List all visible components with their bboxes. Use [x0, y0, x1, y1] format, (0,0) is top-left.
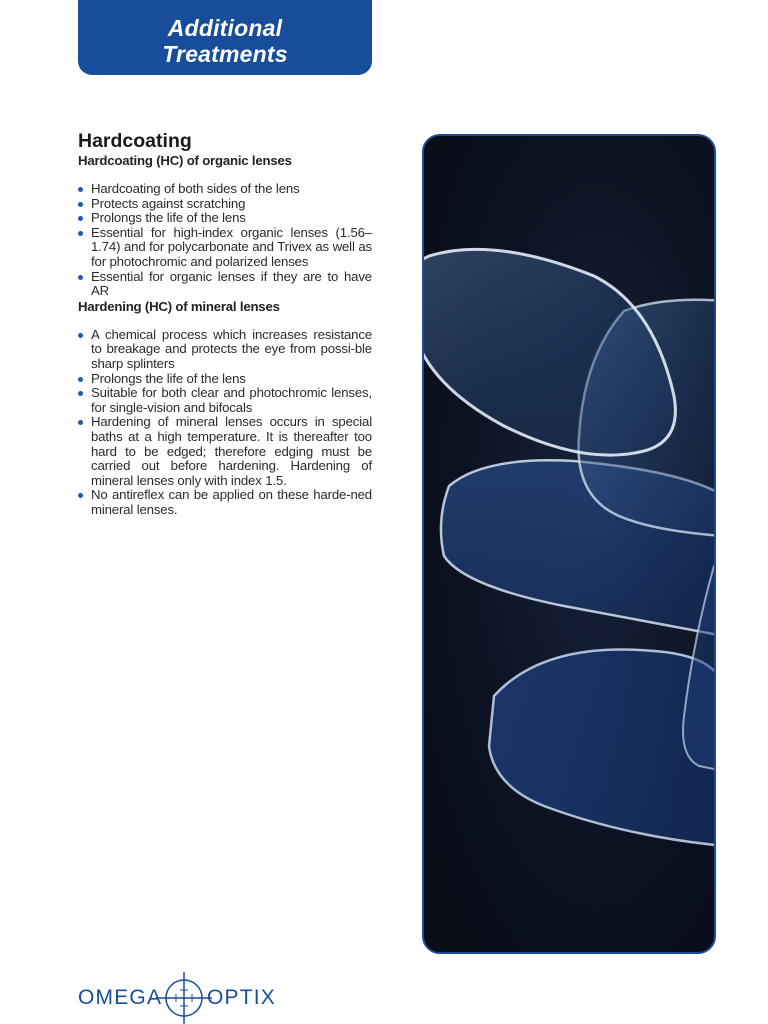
- list-item: [78, 182, 372, 197]
- list-item-text: Hardening of mineral lenses occurs in special baths at a high temperature. It is thereafter too hard to be edged; therefore edging must be carried out before hardening. Hardening of mineral lenses only with index 1.5.: [91, 414, 372, 488]
- list-item: [78, 488, 372, 517]
- list-item: [78, 415, 372, 488]
- lens-bottom: [489, 649, 716, 846]
- header-line-2: Treatments: [162, 41, 288, 67]
- mineral-bullet-list: [78, 328, 372, 518]
- lens-stack-photo: [422, 134, 716, 954]
- bullet-icon: [78, 202, 83, 207]
- list-item-text: Hardcoating of both sides of the lens: [91, 181, 300, 196]
- list-item: [78, 226, 372, 270]
- header-line-1: Additional: [167, 15, 283, 41]
- page-title: Hardcoating: [78, 130, 192, 152]
- logo-text-right: OPTIX: [207, 986, 277, 1009]
- bullet-icon: [78, 391, 83, 396]
- list-item-text: Essential for high-index organic lenses (1.56–1.74) and for polycarbonate and Trivex as well as for photochromic and polarized lenses: [91, 224, 372, 269]
- company-logo: [78, 968, 290, 1024]
- list-item-text: Prolongs the life of the lens: [91, 370, 246, 386]
- bullet-icon: [78, 275, 83, 280]
- list-item-text: Suitable for both clear and photochromic lenses, for single-vision and bifocals: [91, 385, 372, 415]
- bullet-icon: [78, 333, 83, 338]
- bullet-icon: [78, 493, 83, 498]
- list-item-text: Protects against scratching: [91, 195, 246, 211]
- list-item-text: No antireflex can be applied on these harde-ned mineral lenses.: [91, 487, 372, 517]
- crosshair-icon: [156, 968, 212, 1024]
- section-header-tab: [78, 0, 372, 75]
- list-item: [78, 328, 372, 372]
- list-item: [78, 270, 372, 299]
- bullet-icon: [78, 216, 83, 221]
- bullet-icon: [78, 187, 83, 192]
- organic-bullet-list: [78, 182, 372, 299]
- list-item: [78, 211, 372, 226]
- list-item: [78, 197, 372, 212]
- bullet-icon: [78, 231, 83, 236]
- logo-text-left: OMEGA: [78, 986, 163, 1009]
- list-item-text: Essential for organic lenses if they are to have AR: [91, 268, 372, 299]
- organic-heading: Hardcoating (HC) of organic lenses: [78, 153, 292, 168]
- list-item-text: Prolongs the life of the lens: [91, 210, 246, 226]
- mineral-heading: Hardening (HC) of mineral lenses: [78, 298, 280, 314]
- bullet-icon: [78, 377, 83, 382]
- list-item: [78, 386, 372, 415]
- list-item-text: A chemical process which increases resistance to breakage and protects the eye from possi-ble sharp splinters: [91, 326, 372, 371]
- bullet-icon: [78, 420, 83, 425]
- list-item: [78, 372, 372, 387]
- text-column: [78, 130, 372, 517]
- lens-illustration: [424, 136, 716, 954]
- lens-top: [424, 249, 675, 455]
